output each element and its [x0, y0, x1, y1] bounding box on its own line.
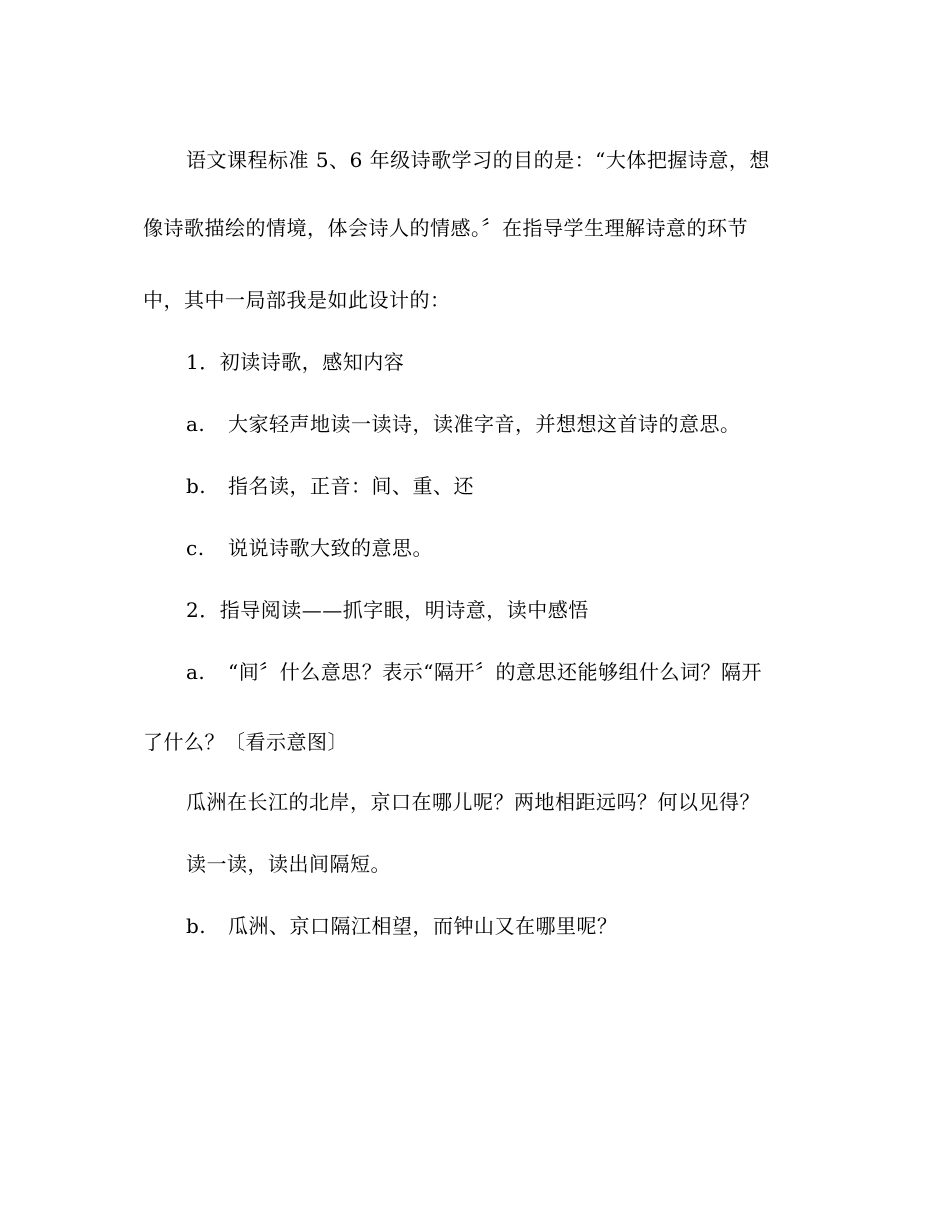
item-marker: b.	[186, 914, 207, 938]
item-text: 指名读，正音：间、重、还	[228, 474, 474, 498]
item-text: 大家轻声地读一读诗，读准字音，并想想这首诗的意思。	[228, 412, 741, 436]
item-marker: b.	[186, 474, 207, 498]
step-1-heading: 1．初读诗歌，感知内容	[186, 350, 405, 374]
step-1-item-a	[186, 410, 741, 438]
item-marker: c.	[186, 536, 205, 560]
paragraph-line-3: 中，其中一局部我是如此设计的：	[143, 288, 451, 312]
step-1-item-b	[186, 472, 474, 500]
step-2-item-b	[186, 912, 618, 940]
item-text: 瓜洲、京口隔江相望，而钟山又在哪里呢？	[228, 914, 618, 938]
item-marker: a.	[186, 660, 206, 684]
step-2-paragraph-2: 读一读，读出间隔短。	[186, 852, 391, 876]
item-text: “间〞什么意思？表示“隔开〞的意思还能够组什么词？隔开	[228, 660, 762, 684]
step-2-paragraph-1: 瓜洲在长江的北岸，京口在哪儿呢？两地相距远吗？何以见得？	[186, 790, 760, 814]
step-2-heading: 2．指导阅读——抓字眼，明诗意，读中感悟	[186, 598, 589, 622]
item-marker: a.	[186, 412, 206, 436]
step-2-item-a-continued: 了什么？〔看示意图〕	[143, 730, 348, 754]
paragraph-line-2: 像诗歌描绘的情境，体会诗人的情感。〞在指导学生理解诗意的环节	[143, 216, 748, 240]
paragraph-line-1: 语文课程标准 5、6 年级诗歌学习的目的是：“大体把握诗意，想	[186, 148, 770, 172]
step-1-item-c	[186, 534, 433, 562]
step-2-item-a	[186, 658, 762, 686]
item-text: 说说诗歌大致的意思。	[228, 536, 433, 560]
